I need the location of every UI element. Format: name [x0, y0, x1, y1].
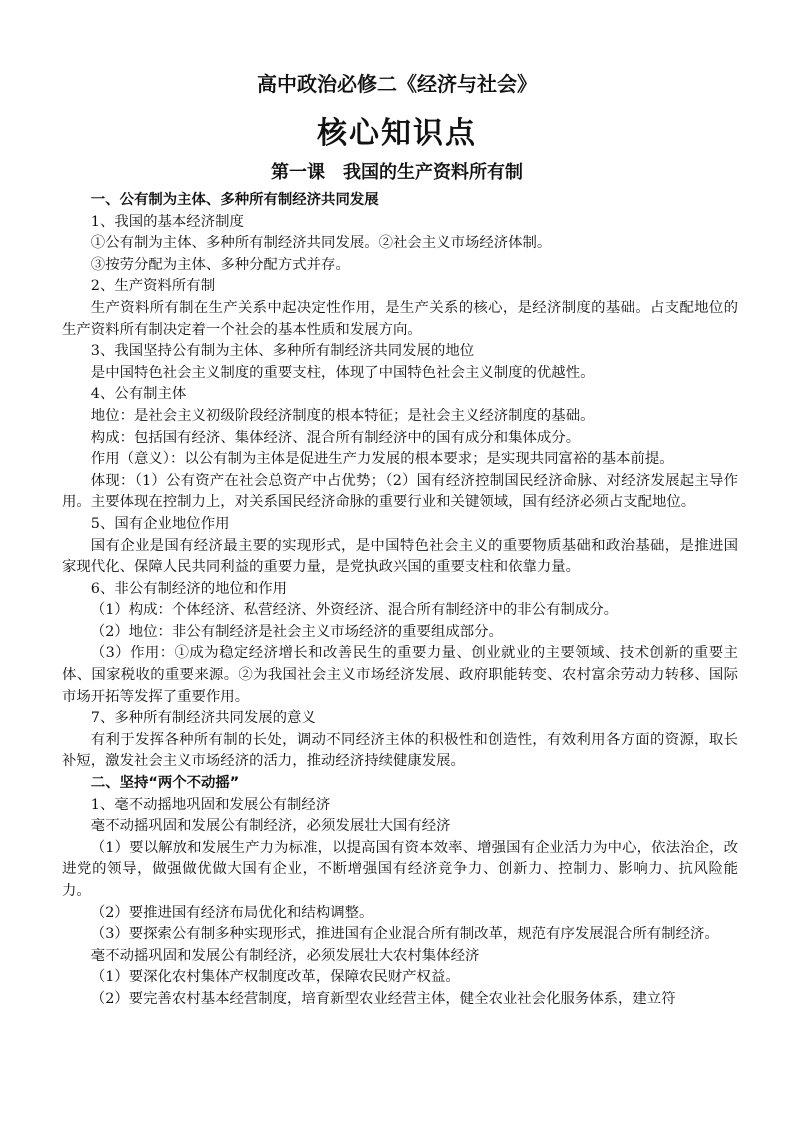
paragraph: 毫不动摇巩固和发展公有制经济，必须发展壮大国有经济 [90, 818, 451, 835]
document-subtitle: 核心知识点 [317, 116, 477, 151]
paragraph: （2）要完善农村基本经营制度，培育新型农业经营主体，健全农业社会化服务体系，建立符 [90, 990, 676, 1007]
paragraph: 是中国特色社会主义制度的重要支柱，体现了中国特色社会主义制度的优越性。 [90, 364, 595, 381]
section-heading: 一、公有制为主体、多种所有制经济共同发展 [90, 192, 379, 208]
document-body [62, 190, 738, 1011]
paragraph: ③按劳分配为主体、多种分配方式并存。 [90, 256, 350, 273]
paragraph: 有利于发挥各种所有制的长处，调动不同经济主体的积极性和创造性，有效利用各方面的资源，取长补短，激发社会主义市场经济的活力，推动经济持续健康发展。 [62, 731, 738, 770]
paragraph: 国有企业是国有经济最主要的实现形式，是中国特色社会主义的重要物质基础和政治基础，是推进国家现代化、保障人民共同利益的重要力量，是党执政兴国的重要支柱和依靠力量。 [62, 537, 738, 576]
subsection-heading: 2、生产资料所有制 [90, 278, 216, 295]
paragraph: 毫不动摇巩固和发展公有制经济，必须发展壮大农村集体经济 [90, 947, 480, 964]
paragraph: （3）要探索公有制多种实现形式，推进国有企业混合所有制改革，规范有序发展混合所有制经济。 [90, 926, 719, 943]
subsection-heading: 7、多种所有制经济共同发展的意义 [90, 710, 316, 727]
paragraph: （3）作用：①成为稳定经济增长和改善民生的重要力量、创业就业的主要领域、技术创新的重要主体、国家税收的重要来源。②为我国社会主义市场经济发展、政府职能转变、农村富余劳动力转移、国际市场开拓等发挥了重要作用。 [62, 645, 738, 705]
paragraph: （1）要以解放和发展生产力为标准，以提高国有资本效率、增强国有企业活力为中心，依法治企，改进党的领导，做强做优做大国有企业，不断增强国有经济竞争力、创新力、控制力、影响力、抗风险能力。 [62, 839, 738, 899]
paragraph: （2）要推进国有经济布局优化和结构调整。 [90, 904, 374, 921]
paragraph: 构成：包括国有经济、集体经济、混合所有制经济中的国有成分和集体成分。 [90, 429, 581, 446]
paragraph: （2）地位：非公有制经济是社会主义市场经济的重要组成部分。 [90, 623, 503, 640]
paragraph: 体现：（1）公有资产在社会总资产中占优势；（2）国有经济控制国民经济命脉、对经济发展起主导作用。主要体现在控制力上，对关系国民经济命脉的重要行业和关键领域，国有经济必须占支配地位。 [62, 472, 738, 511]
subsection-heading: 4、公有制主体 [90, 386, 187, 403]
section-heading: 二、坚持“两个不动摇” [90, 775, 240, 792]
subsection-heading: 1、毫不动摇地巩固和发展公有制经济 [90, 796, 331, 813]
paragraph: 生产资料所有制在生产关系中起决定性作用，是生产关系的核心，是经济制度的基础。占支配地位的生产资料所有制决定着一个社会的基本性质和发展方向。 [62, 299, 738, 338]
paragraph: 地位：是社会主义初级阶段经济制度的根本特征；是社会主义经济制度的基础。 [90, 407, 595, 424]
paragraph: 作用（意义）：以公有制为主体是促进生产力发展的根本要求；是实现共同富裕的基本前提。 [90, 451, 674, 468]
subsection-heading: 1、我国的基本经济制度 [90, 213, 244, 230]
paragraph: （1）构成：个体经济、私营经济、外资经济、混合所有制经济中的非公有制成分。 [90, 602, 619, 619]
lesson-heading: 第一课 我国的生产资料所有制 [271, 162, 523, 183]
document-title: 高中政治必修二《经济与社会》 [257, 72, 537, 96]
paragraph: ①公有制为主体、多种所有制经济共同发展。②社会主义市场经济体制。 [90, 235, 552, 252]
subsection-heading: 3、我国坚持公有制为主体、多种所有制经济共同发展的地位 [90, 343, 475, 360]
paragraph: （1）要深化农村集体产权制度改革，保障农民财产权益。 [90, 969, 460, 986]
subsection-heading: 5、国有企业地位作用 [90, 515, 230, 532]
subsection-heading: 6、非公有制经济的地位和作用 [90, 580, 288, 597]
